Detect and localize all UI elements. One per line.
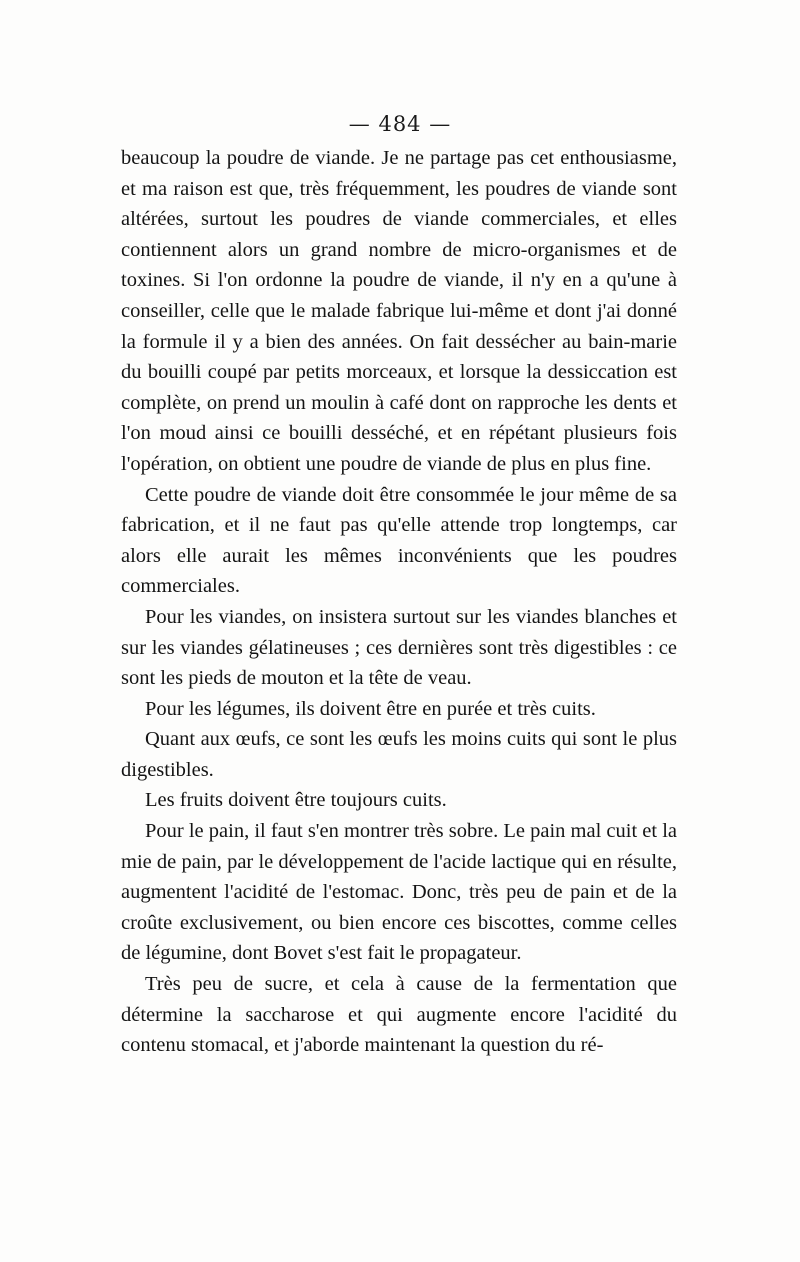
page-number: — 484 — [348, 112, 452, 136]
paragraph-fruits: Les fruits doivent être toujours cuits. [145, 789, 447, 812]
paragraph-sugar: Très peu de sucre, et cela à cause de la fermentation que détermine la saccharose et qui augmente encore l'acidité du contenu stomacal, et j'aborde maintenant la question du ré- [121, 973, 677, 1057]
body-text [121, 143, 677, 1061]
paragraph-powder-intro: beaucoup la poudre de viande. Je ne partage pas cet enthousiasme, et ma raison est que, très fréquemment, les poudres de viande sont altérées, surtout les poudres de viande commerciales, et elles contiennent alors un grand nombre de micro-organismes et de toxines. Si l'on ordonne la poudre de viande, il n'y en a qu'une à conseiller, celle que le malade fabrique lui-même et dont j'ai donné la formule il y a bien des années. On fait dessécher au bain-marie du bouilli coupé par petits morceaux, et lorsque la dessiccation est complète, on prend un moulin à café dont on rapproche les dents et l'on moud ainsi ce bouilli desséché, et en répétant plusieurs fois l'opération, on obtient une poudre de viande de plus en plus fine. [121, 147, 677, 475]
paragraph-meats: Pour les viandes, on insistera surtout sur les viandes blanches et sur les viandes gélatineuses ; ces dernières sont très digestibles : ce sont les pieds de mouton et la tête de veau. [121, 605, 677, 690]
paragraph-bread: Pour le pain, il faut s'en montrer très sobre. Le pain mal cuit et la mie de pain, par le développement de l'acide lactique qui en résulte, augmentent l'acidité de l'estomac. Donc, très peu de pain et de la croûte exclusivement, ou bien encore ces biscottes, comme celles de légumine, dont Bovet s'est fait le propagateur. [121, 820, 677, 965]
paragraph-vegetables: Pour les légumes, ils doivent être en purée et très cuits. [145, 697, 596, 720]
paragraph-powder-consumption: Cette poudre de viande doit être consommée le jour même de sa fabrication, et il ne faut pas qu'elle attende trop longtemps, car alors elle aurait les mêmes inconvénients que les poudres commerciales. [121, 483, 677, 598]
paragraph-eggs: Quant aux œufs, ce sont les œufs les moins cuits qui sont le plus digestibles. [121, 728, 677, 781]
